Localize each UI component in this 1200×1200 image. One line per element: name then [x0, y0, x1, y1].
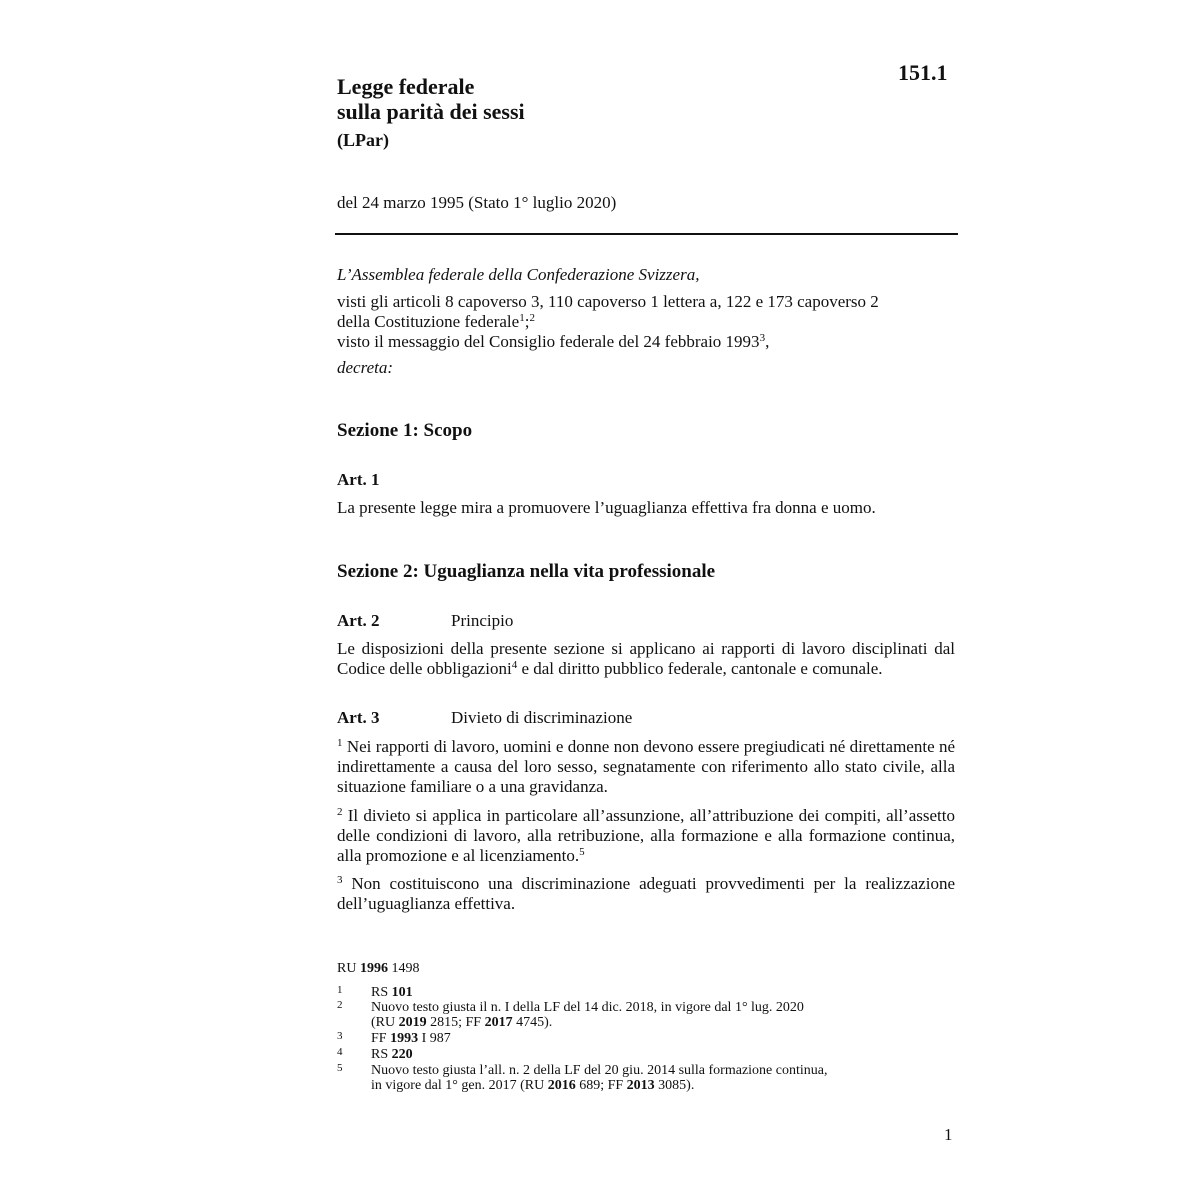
footnote-5-line1: Nuovo testo giusta l’all. n. 2 della LF del 20 giu. 2014 sulla formazione continua, — [371, 1063, 828, 1078]
law-title-line1: Legge federale — [337, 74, 475, 99]
footnote-2-line2 — [371, 1016, 552, 1030]
article-3-paragraph-3-text: Non costituiscono una discriminazione adeguati provvedimenti per la realizzazione dell’uguaglianza effettiva. — [337, 874, 955, 913]
preamble-decreta: decreta: — [337, 358, 394, 377]
footnote-1-text — [371, 986, 413, 1000]
article-3-paragraph-1 — [337, 737, 955, 797]
article-3-number: Art. 3 — [337, 708, 380, 727]
f4-a: RS — [371, 1047, 392, 1062]
preamble-line3 — [337, 332, 769, 352]
title-divider — [335, 233, 958, 235]
footnote-5-line2 — [371, 1079, 694, 1093]
law-title-line2: sulla parità dei sessi — [337, 99, 525, 124]
preamble-line2 — [337, 312, 535, 332]
f4-b: 220 — [391, 1047, 413, 1062]
preamble-assembly: L’Assemblea federale della Confederazione Svizzera, — [337, 265, 700, 284]
ru-prefix: RU — [337, 961, 360, 976]
footnote-3-text — [371, 1032, 451, 1046]
article-3-paragraph-1-text: Nei rapporti di lavoro, uomini e donne non devono essere pregiudicati né direttamente né indirettamente a causa del loro sesso, segnatamente con riferimento allo stato civile, alla situazione familiare o a una gravidanza. — [337, 737, 955, 796]
preamble-line3-text: visto il messaggio del Consiglio federale del 24 febbraio 1993 — [337, 332, 760, 351]
footnote-ref-3: 3 — [759, 332, 766, 344]
f3-a: FF — [371, 1031, 391, 1046]
ru-year: 1996 — [359, 961, 388, 976]
f2-e: 4745). — [512, 1015, 553, 1030]
footnote-1-b: 101 — [391, 985, 413, 1000]
preamble-line1: visti gli articoli 8 capoverso 3, 110 capoverso 1 lettera a, 122 e 173 capoverso 2 — [337, 292, 879, 311]
section-1-title: Sezione 1: Scopo — [337, 420, 473, 441]
article-2-text-a: Le disposizioni della presente sezione si applicano ai rapporti di lavoro disciplinati dal Codice delle obbligazioni — [337, 639, 955, 678]
footnote-5-number: 5 — [337, 1062, 343, 1074]
article-3-paragraph-2-text: Il divieto si applica in particolare all’assunzione, all’attribuzione dei compiti, all’assetto delle condizioni di lavoro, alla retribuzione, alla formazione e alla formazione continua, alla promozione e al licenziamento. — [337, 806, 955, 865]
law-title — [337, 74, 525, 124]
preamble-line2-text: della Costituzione federale — [337, 312, 520, 331]
article-3-paragraph-3 — [337, 874, 955, 914]
footnote-ref-5: 5 — [579, 846, 585, 858]
footnote-1-a: RS — [371, 985, 392, 1000]
article-2-heading — [337, 611, 513, 631]
article-1-text: La presente legge mira a promuovere l’uguaglianza effettiva fra donna e uomo. — [337, 498, 876, 517]
f5-c: 689; FF — [575, 1078, 627, 1093]
f3-b: 1993 — [390, 1031, 419, 1046]
article-3-title: Divieto di discriminazione — [451, 708, 633, 727]
article-3-heading — [337, 708, 632, 728]
page-number: 1 — [944, 1125, 953, 1144]
law-abbreviation: (LPar) — [337, 130, 389, 150]
footnote-3-number: 3 — [337, 1030, 343, 1042]
f2-d: 2017 — [484, 1015, 513, 1030]
footnote-4-number: 4 — [337, 1046, 343, 1058]
f5-a: in vigore dal 1° gen. 2017 (RU — [371, 1078, 548, 1093]
preamble-line2-sep: ; — [524, 312, 530, 331]
f2-b: 2019 — [398, 1015, 427, 1030]
sr-number: 151.1 — [898, 60, 948, 85]
article-1-heading — [337, 470, 451, 490]
paragraph-number-1: 1 — [337, 737, 343, 749]
article-1-number: Art. 1 — [337, 470, 380, 489]
article-2-text — [337, 639, 955, 679]
f3-c: I 987 — [418, 1031, 451, 1046]
paragraph-number-2: 2 — [337, 806, 343, 818]
law-date: del 24 marzo 1995 (Stato 1° luglio 2020) — [337, 193, 617, 212]
f5-e: 3085). — [654, 1078, 695, 1093]
footnote-4-text — [371, 1048, 413, 1062]
footnote-ref-2: 2 — [529, 312, 535, 324]
f2-a: (RU — [371, 1015, 399, 1030]
f2-c: 2815; FF — [426, 1015, 485, 1030]
footnote-1-number: 1 — [337, 984, 343, 996]
preamble-line3-end: , — [765, 332, 770, 351]
article-3-paragraph-2 — [337, 806, 955, 866]
article-2-text-b: e dal diritto pubblico federale, cantonale e comunale. — [517, 659, 883, 678]
section-2-title: Sezione 2: Uguaglianza nella vita professionale — [337, 561, 716, 582]
article-2-number: Art. 2 — [337, 611, 380, 630]
article-2-title: Principio — [451, 611, 514, 630]
footnote-ref-4: 4 — [511, 659, 518, 671]
ru-page: 1498 — [387, 961, 420, 976]
f5-b: 2016 — [547, 1078, 576, 1093]
footnote-ref-1: 1 — [519, 312, 525, 324]
official-compilation-ref — [337, 962, 419, 976]
f5-d: 2013 — [626, 1078, 655, 1093]
paragraph-number-3: 3 — [337, 874, 343, 886]
footnote-2-line1: Nuovo testo giusta il n. I della LF del 14 dic. 2018, in vigore dal 1° lug. 2020 — [371, 1000, 804, 1015]
footnote-2-number: 2 — [337, 999, 343, 1011]
